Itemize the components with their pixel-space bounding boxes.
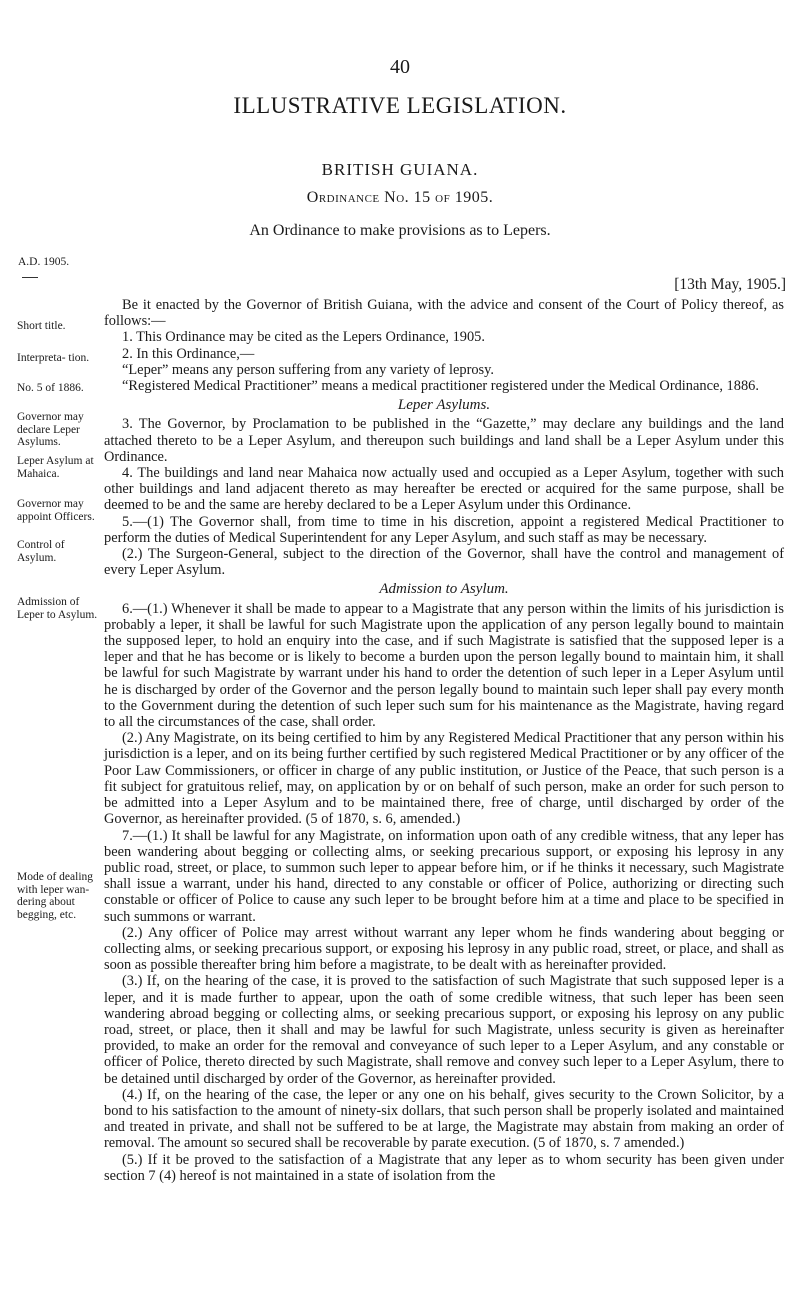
year-rule bbox=[22, 277, 38, 278]
section-7-1: 7.—(1.) It shall be lawful for any Magistrate, on information upon oath of any credible witness, that any leper has been wandering about begging or collecting alms, or seeking precarious support, or exposing his leprosy in any public road, street, or place, to summon such leper to appear before him, or if he thinks it necessary, such Magistrate shall issue a warrant, under his hand, directed to any constable or officer of Police, authorizing or directing such constable or officer of Police to cause any such leper to be brought before him at a time and place to be specified in such summons or warrant. bbox=[104, 827, 784, 925]
margin-note: Admission of Leper to Asylum. bbox=[17, 596, 98, 621]
margin-note: No. 5 of 1886. bbox=[17, 382, 84, 394]
definition-registered-medical-practitioner: “Registered Medical Practitioner” means a medical practitioner registered under the Medical Ordinance, 1886. bbox=[122, 378, 759, 395]
section-2: 2. In this Ordinance,— bbox=[122, 345, 255, 362]
section-4: 4. The buildings and land near Mahaica now actually used and occupied as a Leper Asylum, together with such other buildings and land adjacent thereto as may hereafter be erected or acquired for the same purpose, shall be deemed to be and the same are hereby declared to be a Leper Asylum under this Ordinance. bbox=[104, 465, 784, 514]
margin-note: Short title. bbox=[17, 320, 66, 332]
margin-note: Governor may appoint Officers. bbox=[17, 498, 95, 523]
ordinance-title: An Ordinance to make provisions as to Lepers. bbox=[249, 222, 551, 239]
section-7-2: (2.) Any officer of Police may arrest without warrant any leper whom he finds wandering about begging or collecting alms, or seeking precarious support, or exposing his leprosy in any public road, street, or place, and shall as soon as possible thereafter bring him before a magistrate, to be dealt with as hereinafter provided. bbox=[104, 924, 784, 974]
section-3: 3. The Governor, by Proclamation to be published in the “Gazette,” may declare any buildings and the land attached thereto to be a Leper Asylum, and thereupon such buildings and land shall be a Leper Asylum under this Ordinance. bbox=[104, 416, 784, 465]
section-6-1: 6.—(1.) Whenever it shall be made to appear to a Magistrate that any person within the limits of his jurisdiction is probably a leper, it shall be lawful for such Magistrate upon the application of any person legally bound to maintain the supposed leper, to hold an enquiry into the case, and if such Magistrate is satisfied that the supposed leper is a leper and that he has become or is likely to become a burden upon the person legally bound to maintain him, it shall be lawful for such Magistrate by warrant under his hand to order the detention of such leper in a Leper Asylum until he is discharged by order of the Governor and the person legally bound to maintain such leper shall pay every month to the Government during the detention of such leper such sum for his maintenance as the Magistrate, having regard to all the circumstances of the case, shall order. bbox=[104, 600, 784, 731]
ordinance-body bbox=[104, 297, 784, 1184]
year-margin-note: A.D. 1905. bbox=[18, 256, 70, 268]
subheading-admission: Admission to Asylum. bbox=[379, 581, 509, 598]
section-5-1: 5.—(1) The Governor shall, from time to time in his discretion, appoint a registered Medical Practitioner to perform the duties of Medical Superintendent for any Leper Asylum, and such staff as may be necessary. bbox=[104, 513, 784, 546]
subheading-leper-asylums: Leper Asylums. bbox=[397, 397, 491, 414]
margin-note: Leper Asylum at Mahaica. bbox=[17, 455, 94, 480]
section-5-2: (2.) The Surgeon-General, subject to the direction of the Governor, shall have the control and management of every Leper Asylum. bbox=[104, 546, 784, 579]
margin-note: Governor may declare Leper Asylums. bbox=[17, 411, 84, 448]
ordinance-date: [13th May, 1905.] bbox=[674, 276, 786, 293]
enacting-clause: Be it enacted by the Governor of British Guiana, with the advice and consent of the Court of Policy thereof, as follows:— bbox=[104, 297, 784, 330]
page-number: 40 bbox=[390, 56, 410, 78]
running-head: ILLUSTRATIVE LEGISLATION. bbox=[233, 93, 567, 118]
ordinance-number: Ordinance No. 15 of 1905. bbox=[306, 189, 494, 206]
country-heading: BRITISH GUIANA. bbox=[321, 160, 479, 179]
margin-note: Mode of dealing with leper wan- dering about begging, etc. bbox=[17, 871, 94, 921]
section-7-3: (3.) If, on the hearing of the case, it is proved to the satisfaction of such Magistrate that such supposed leper is a leper, and it is made further to appear, upon the oath of some credible witness, that such leper has been seen wandering abroad begging or collecting alms, or seeking precarious support, or exposing his leprosy on any public road, street, or place, then it shall and may be lawful for such Magistrate, unless security is given as hereinafter provided, to make an order for the removal and conveyance of such leper to a Leper Asylum, and any constable or officer of Police, thereto directed by such Magistrate, shall remove and convey such leper to a Leper Asylum, there to be detained until discharged by order of the Governor, as hereinafter provided. bbox=[104, 973, 784, 1087]
definition-leper: “Leper” means any person suffering from any variety of leprosy. bbox=[122, 361, 495, 378]
section-7-5: (5.) If it be proved to the satisfaction of a Magistrate that any leper as to whom security has been given under section 7 (4) hereof is not maintained in a state of isolation from the bbox=[104, 1151, 784, 1184]
section-1: 1. This Ordinance may be cited as the Lepers Ordinance, 1905. bbox=[122, 329, 485, 346]
margin-note: Control of Asylum. bbox=[17, 539, 65, 564]
section-6-2: (2.) Any Magistrate, on its being certified to him by any Registered Medical Practitioner that any person within his jurisdiction is a leper, and on its being further certified by such registered Medical Practitioner or by any officer of the Poor Law Commissioners, or officer in charge of any public institution, or Justice of the Peace, that such person is a fit subject for gratuitous relief, may, on application by or on behalf of such person, make an order for such person to be admitted into a Leper Asylum and to be maintained there, free of charge, until discharged by order of the Governor, as hereinafter provided. (5 of 1870, s. 6, amended.) bbox=[104, 730, 784, 828]
section-7-4: (4.) If, on the hearing of the case, the leper or any one on his behalf, gives security to the Crown Solicitor, by a bond to his satisfaction to the amount of ninety-six dollars, that such person shall be properly isolated and maintained and treated in private, and shall not be suffered to be at large, the Magistrate may abstain from making an order of removal. The amount so secured shall be recoverable by parate execution. (5 of 1870, s. 7 amended.) bbox=[104, 1086, 784, 1152]
margin-note: Interpreta- tion. bbox=[17, 352, 90, 364]
